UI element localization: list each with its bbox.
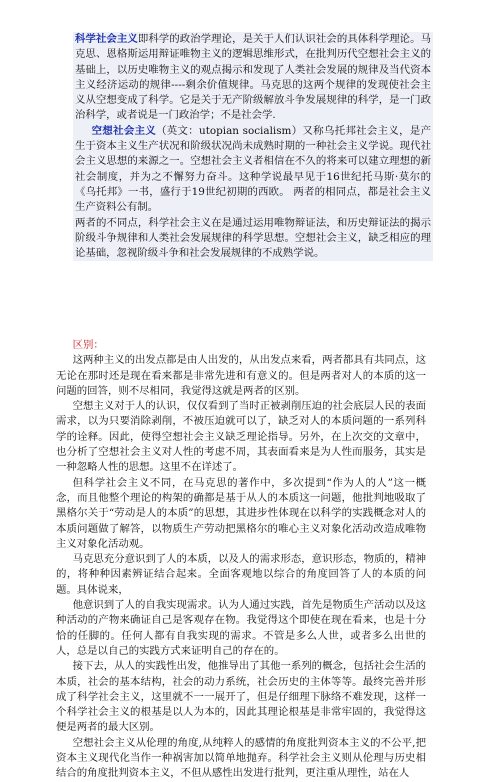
term-scientific-socialism: 科学社会主义 — [75, 33, 138, 45]
body-paragraph: 马克思充分意识到了人的本质，以及人的需求形态，意识形态，物质的，精神的，将种种因素辨证结合起来。全面客观地以综合的角度回答了人的本质的问题。具体说来， — [56, 553, 426, 596]
comparison-section — [56, 336, 426, 782]
body-paragraph: 接下去，从人的实践性出发，他推导出了其他一系列的概念，包括社会生活的本质，社会的基本结构，社会的动力系统，社会历史的主体等等。最终完善并形成了科学社会主义，这里就不一一展开了，但是仔细理下脉络不难发现，这样一个科学社会主义的根基是以人为本的，因此其理论根基是非常牢固的，我觉得这便是两者的最大区别。 — [56, 660, 426, 734]
body-paragraph: 但科学社会主义不同，在马克思的著作中，多次提到“作为人的人”这一概念，而且他整个理论的构架的确都是基于从人的本质这一问题，他批判地吸取了黑格尔关于“劳动是人的本质”的思想，其进步性体现在以科学的实践概念对人的本质问题做了解答，以物质生产劳动把黑格尔的唯心主义对象化活动改造成唯物主义对象化活动观。 — [56, 476, 426, 550]
body-paragraph: 空想主义对于人的认识，仅仅看到了当时正被剥削压迫的社会底层人民的表面需求，以为只要消除剥削，不被压迫就可以了，缺乏对人的本质问题的一系列科学的诠释。因此，使得空想社会主义缺乏理论指导。另外，在上次交的文章中，也分析了空想社会主义对人性的考虑不周，其表面看来是为人性而服务，其实是一种忽略人性的思想。这里不在详述了。 — [56, 400, 426, 474]
definitions-block — [73, 32, 433, 261]
definition-text: 即科学的政治学理论，是关于人们认识社会的具体科学理论。马克思、恩格斯运用辩证唯物主义的逻辑思维形式，在批判历代空想社会主义的基础上，以历史唯物主义的观点揭示和发现了人类社会发展的规律及当代资本主义经济运动的规律----剩余价值规律。马克思的这两个规律的发现使社会主义从空想变成了科学。它是关于无产阶级解放斗争发展规律的科学，是一门政治科学，或者说是一门政治学；不是社会学. — [75, 33, 432, 122]
body-paragraph: 空想社会主义从伦理的角度,从纯粹人的感情的角度批判资本主义的不公平,把资本主义现代化当作一种祸害加以简单地抛弃。科学社会主义则从伦理与历史相结合的角度批判资本主义，不但从感性出发进行批判，更注重从理性，站在人 — [56, 736, 426, 780]
definition-text: （英文：utopian socialism）又称乌托邦社会主义，是产生于资本主义生产状况和阶级状况尚未成熟时期的一种社会主义学说。现代社会主义思想的来源之一。空想社会主义者相信在不久的将来可以建立理想的新社会制度，并为之不懈努力奋斗。这种学说最早见于16世纪托马斯·莫尔的《乌托邦》一书，盛行于19世纪初期的西欧。 两者的相同点，都是社会主义生产资料公有制。 — [75, 124, 432, 214]
term-utopian-socialism: 空想社会主义 — [91, 124, 157, 137]
differences-summary: 两者的不同点，科学社会主义在是通过运用唯物辩证法，和历史辩证法的揭示阶级斗争规律和人类社会发展规律的科学思想。空想社会主义，缺乏相应的理论基础，忽视阶级斗争和社会发展规律的不成熟学说。 — [75, 216, 431, 260]
definition-utopian-socialism — [75, 124, 431, 216]
body-paragraph: 他意识到了人的自我实现需求。认为人通过实践，首先是物质生产活动以及这种活动的产物来确证自己是客观存在物。我觉得这个即使在现在看来，也是十分恰的任脚的。任何人都有自我实现的需求。不管是多么人世，或者多么出世的人，总是以自己的实践方式来证明自己的存在的。 — [56, 599, 426, 657]
body-paragraph: 这两种主义的出发点都是由人出发的，从出发点来看，两者都具有共同点，这无论在那时还是现在看来都是非常先进和有意义的。但是两者对人的本质的这一问题的回答，则不尽相同，我觉得这就是两者的区别。 — [56, 354, 426, 397]
definition-scientific-socialism — [75, 32, 431, 124]
section-label: 区别： — [72, 339, 104, 351]
